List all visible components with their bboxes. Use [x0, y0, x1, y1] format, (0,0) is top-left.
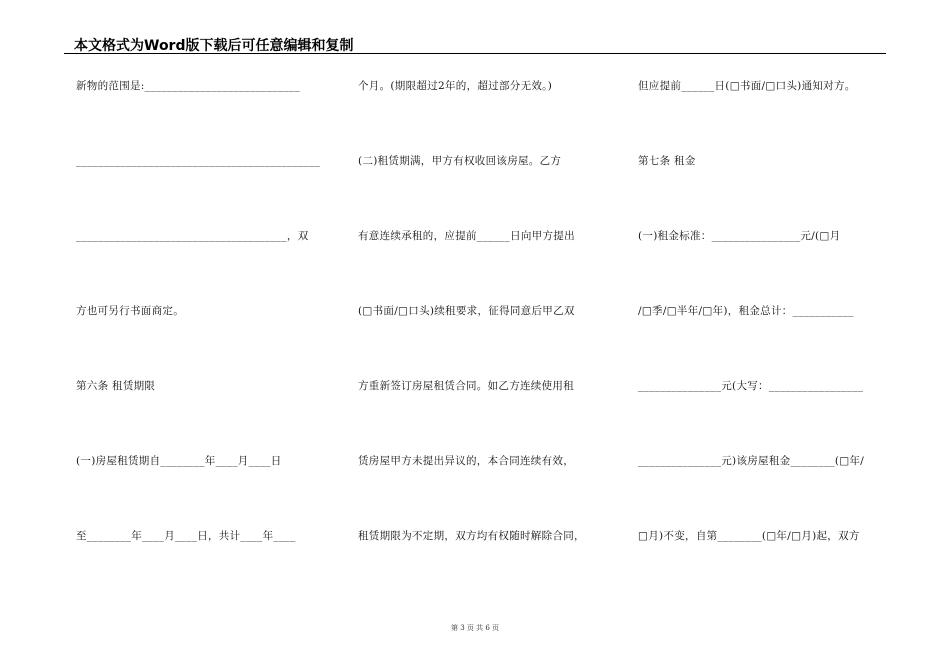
page-number: 第 3 页 共 6 页 — [450, 624, 500, 632]
text-column-3 — [638, 0, 886, 672]
section-heading: 第六条 租赁期限 — [76, 380, 156, 392]
text-line: 个月。(期限超过2年的，超过部分无效。) — [358, 80, 553, 92]
text-line: ____________________________________________ — [76, 155, 321, 167]
text-line: _______________元(大写：_________________ — [638, 380, 864, 392]
section-heading: 第七条 租金 — [638, 155, 696, 167]
text-line: □月)不变，自第________(□年/□月)起，双方 — [638, 530, 860, 542]
text-line: 新物的范围是:____________________________ — [76, 80, 301, 92]
text-column-2 — [358, 0, 608, 672]
text-line: (一)房屋租赁期自________年____月____日 — [76, 455, 282, 467]
text-line: 至________年____月____日，共计____年____ — [76, 530, 296, 542]
text-line: (一)租金标准：________________元/(□月 — [638, 230, 841, 242]
text-line: 但应提前______日(□书面/□口头)通知对方。 — [638, 80, 856, 92]
text-column-1 — [76, 0, 324, 672]
text-line: 方也可另行书面商定。 — [76, 305, 184, 317]
text-line: 方重新签订房屋租赁合同。如乙方连续使用租 — [358, 380, 574, 392]
text-line: /□季/□半年/□年)，租金总计：___________ — [638, 305, 854, 317]
text-line: (二)租赁期满，甲方有权收回该房屋。乙方 — [358, 155, 562, 167]
text-line: 赁房屋甲方未提出异议的，本合同连续有效， — [358, 455, 574, 467]
text-line: 有意连续承租的，应提前______日向甲方提出 — [358, 230, 575, 242]
text-line: (□书面/□口头)续租要求，征得同意后甲乙双 — [358, 305, 575, 317]
text-line: ______________________________________，双 — [76, 230, 309, 242]
document-header-title: 本文格式为Word版下载后可任意编辑和复制 — [74, 38, 354, 54]
text-line: _______________元)该房屋租金________(□年/ — [638, 455, 865, 467]
text-line: 租赁期限为不定期，双方均有权随时解除合同， — [358, 530, 585, 542]
